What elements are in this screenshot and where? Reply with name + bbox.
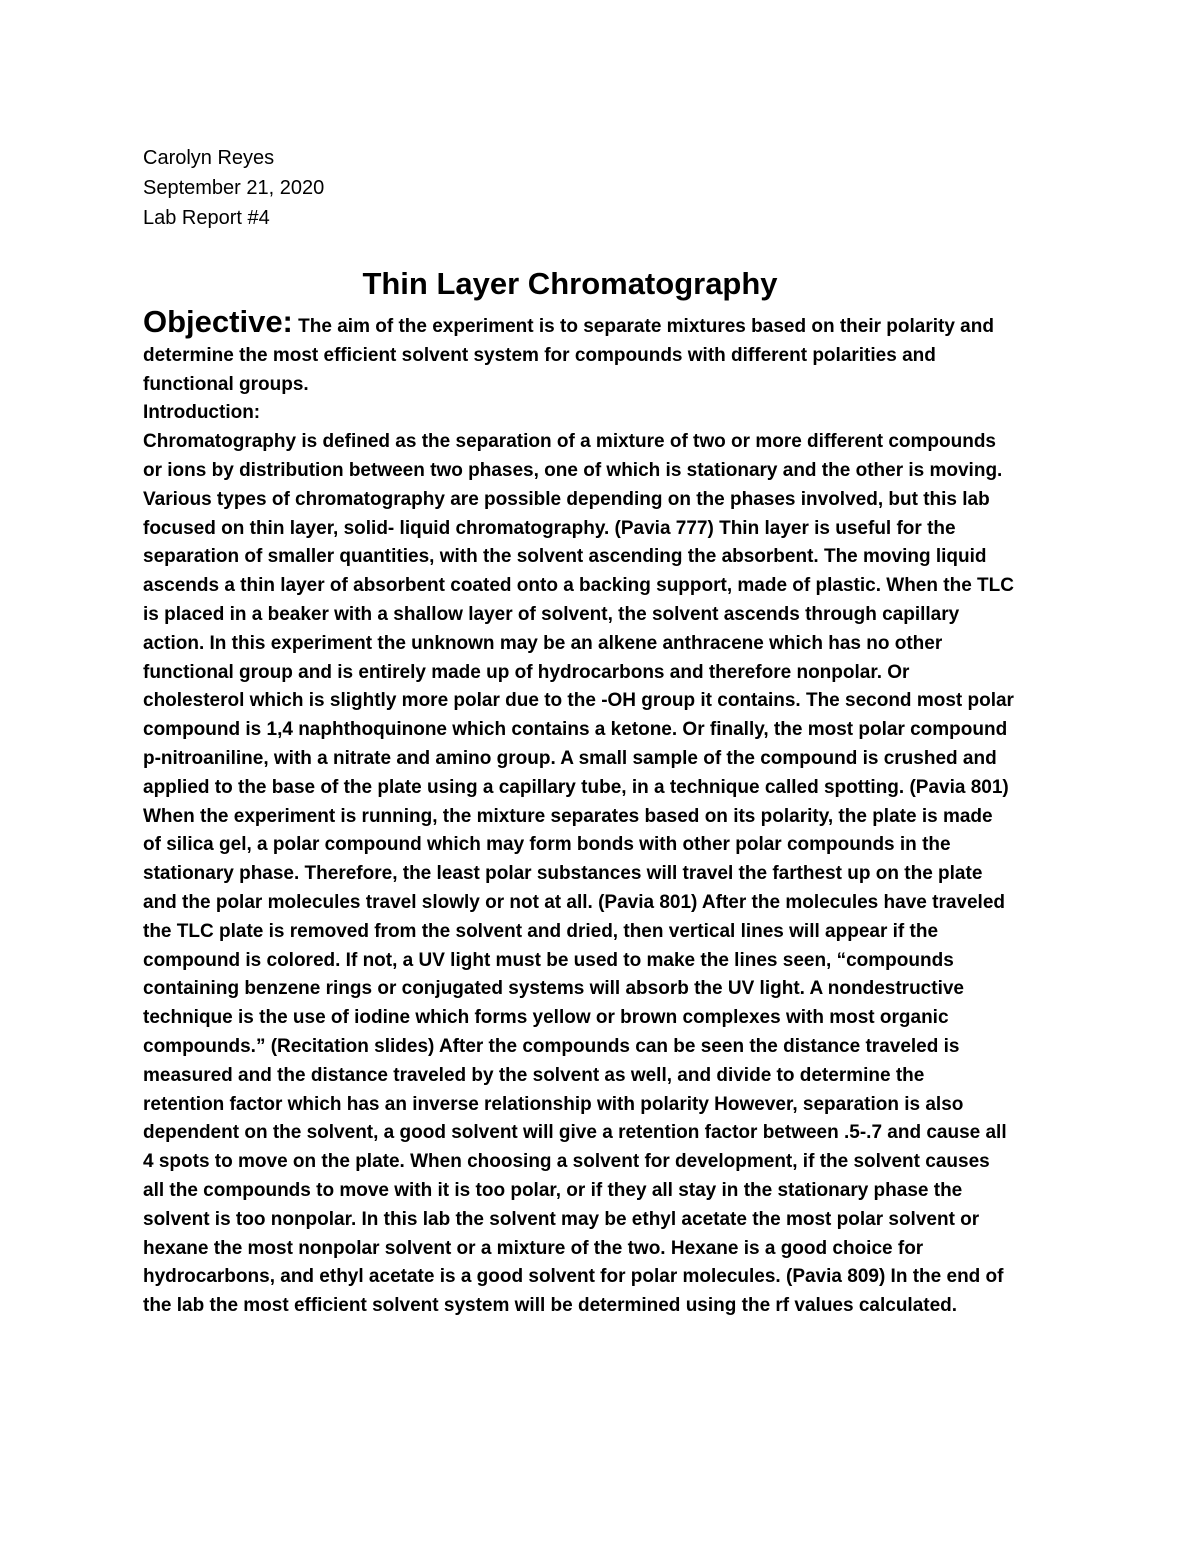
introduction-line: compound is colored. If not, a UV light must be used to make the lines seen, “compounds bbox=[143, 949, 954, 971]
document-title bbox=[0, 262, 1140, 306]
introduction-line: action. In this experiment the unknown may be an alkene anthracene which has no other bbox=[143, 632, 943, 654]
introduction-line: hydrocarbons, and ethyl acetate is a good solvent for polar molecules. (Pavia 809) In the end of bbox=[143, 1266, 1004, 1288]
introduction-line: or ions by distribution between two phases, one of which is stationary and the other is moving. bbox=[143, 459, 1003, 481]
introduction-line: containing benzene rings or conjugated systems will absorb the UV light. A nondestructive bbox=[143, 978, 964, 1000]
document-body bbox=[143, 304, 1063, 1321]
introduction-line: 4 spots to move on the plate. When choosing a solvent for development, if the solvent causes bbox=[143, 1151, 990, 1173]
objective-heading: Objective: bbox=[143, 304, 293, 339]
introduction-line: Chromatography is defined as the separation of a mixture of two or more different compounds bbox=[143, 431, 996, 453]
introduction-line: hexane the most nonpolar solvent or a mixture of the two. Hexane is a good choice for bbox=[143, 1237, 924, 1259]
introduction-line: focused on thin layer, solid- liquid chromatography. (Pavia 777) Thin layer is useful for the bbox=[143, 517, 956, 539]
introduction-line: separation of smaller quantities, with the solvent ascending the absorbent. The moving liquid bbox=[143, 546, 987, 568]
introduction-line: technique is the use of iodine which forms yellow or brown complexes with most organic bbox=[143, 1007, 949, 1029]
author-name: Carolyn Reyes bbox=[143, 147, 275, 169]
introduction-line: the lab the most efficient solvent system will be determined using the rf values calculated. bbox=[143, 1295, 958, 1317]
introduction-line: measured and the distance traveled by the solvent as well, and divide to determine the bbox=[143, 1064, 925, 1086]
objective-line-3: functional groups. bbox=[143, 373, 309, 395]
introduction-heading: Introduction: bbox=[143, 402, 261, 424]
introduction-line: applied to the base of the plate using a capillary tube, in a technique called spotting. (Pavia 801) bbox=[143, 776, 1009, 798]
objective-line-1: The aim of the experiment is to separate mixtures based on their polarity and bbox=[292, 316, 994, 337]
introduction-line: of silica gel, a polar compound which may form bonds with other polar compounds in the bbox=[143, 834, 951, 856]
document-header bbox=[143, 143, 324, 233]
title-text: Thin Layer Chromatography bbox=[362, 266, 778, 301]
introduction-line: and the polar molecules travel slowly or not at all. (Pavia 801) After the molecules have traveled bbox=[143, 891, 1005, 913]
introduction-line: p-nitroaniline, with a nitrate and amino group. A small sample of the compound is crushed and bbox=[143, 747, 997, 769]
introduction-line: When the experiment is running, the mixture separates based on its polarity, the plate is made bbox=[143, 805, 993, 827]
introduction-line: compound is 1,4 naphthoquinone which contains a ketone. Or finally, the most polar compound bbox=[143, 719, 1008, 741]
report-number: Lab Report #4 bbox=[143, 207, 270, 229]
introduction-line: cholesterol which is slightly more polar due to the -OH group it contains. The second most polar bbox=[143, 690, 1014, 712]
introduction-line: ascends a thin layer of absorbent coated onto a backing support, made of plastic. When the TLC bbox=[143, 575, 1014, 597]
introduction-paragraph bbox=[143, 428, 1063, 1321]
introduction-line: dependent on the solvent, a good solvent will give a retention factor between .5-.7 and cause all bbox=[143, 1122, 1007, 1144]
introduction-line: all the compounds to move with it is too polar, or if they all stay in the stationary phase the bbox=[143, 1179, 963, 1201]
objective-line-2: determine the most efficient solvent system for compounds with different polarities and bbox=[143, 344, 936, 366]
introduction-line: stationary phase. Therefore, the least polar substances will travel the farthest up on the plate bbox=[143, 863, 983, 885]
objective-section bbox=[143, 304, 1063, 342]
introduction-line: Various types of chromatography are possible depending on the phases involved, but this lab bbox=[143, 488, 990, 510]
introduction-line: is placed in a beaker with a shallow layer of solvent, the solvent ascends through capillary bbox=[143, 603, 960, 625]
introduction-line: compounds.” (Recitation slides) After the compounds can be seen the distance traveled is bbox=[143, 1035, 960, 1057]
introduction-line: solvent is too nonpolar. In this lab the solvent may be ethyl acetate the most polar solvent or bbox=[143, 1208, 980, 1230]
report-date: September 21, 2020 bbox=[143, 177, 325, 199]
introduction-line: functional group and is entirely made up of hydrocarbons and therefore nonpolar. Or bbox=[143, 661, 910, 683]
introduction-line: retention factor which has an inverse relationship with polarity However, separation is also bbox=[143, 1093, 964, 1115]
introduction-line: the TLC plate is removed from the solvent and dried, then vertical lines will appear if the bbox=[143, 920, 939, 942]
